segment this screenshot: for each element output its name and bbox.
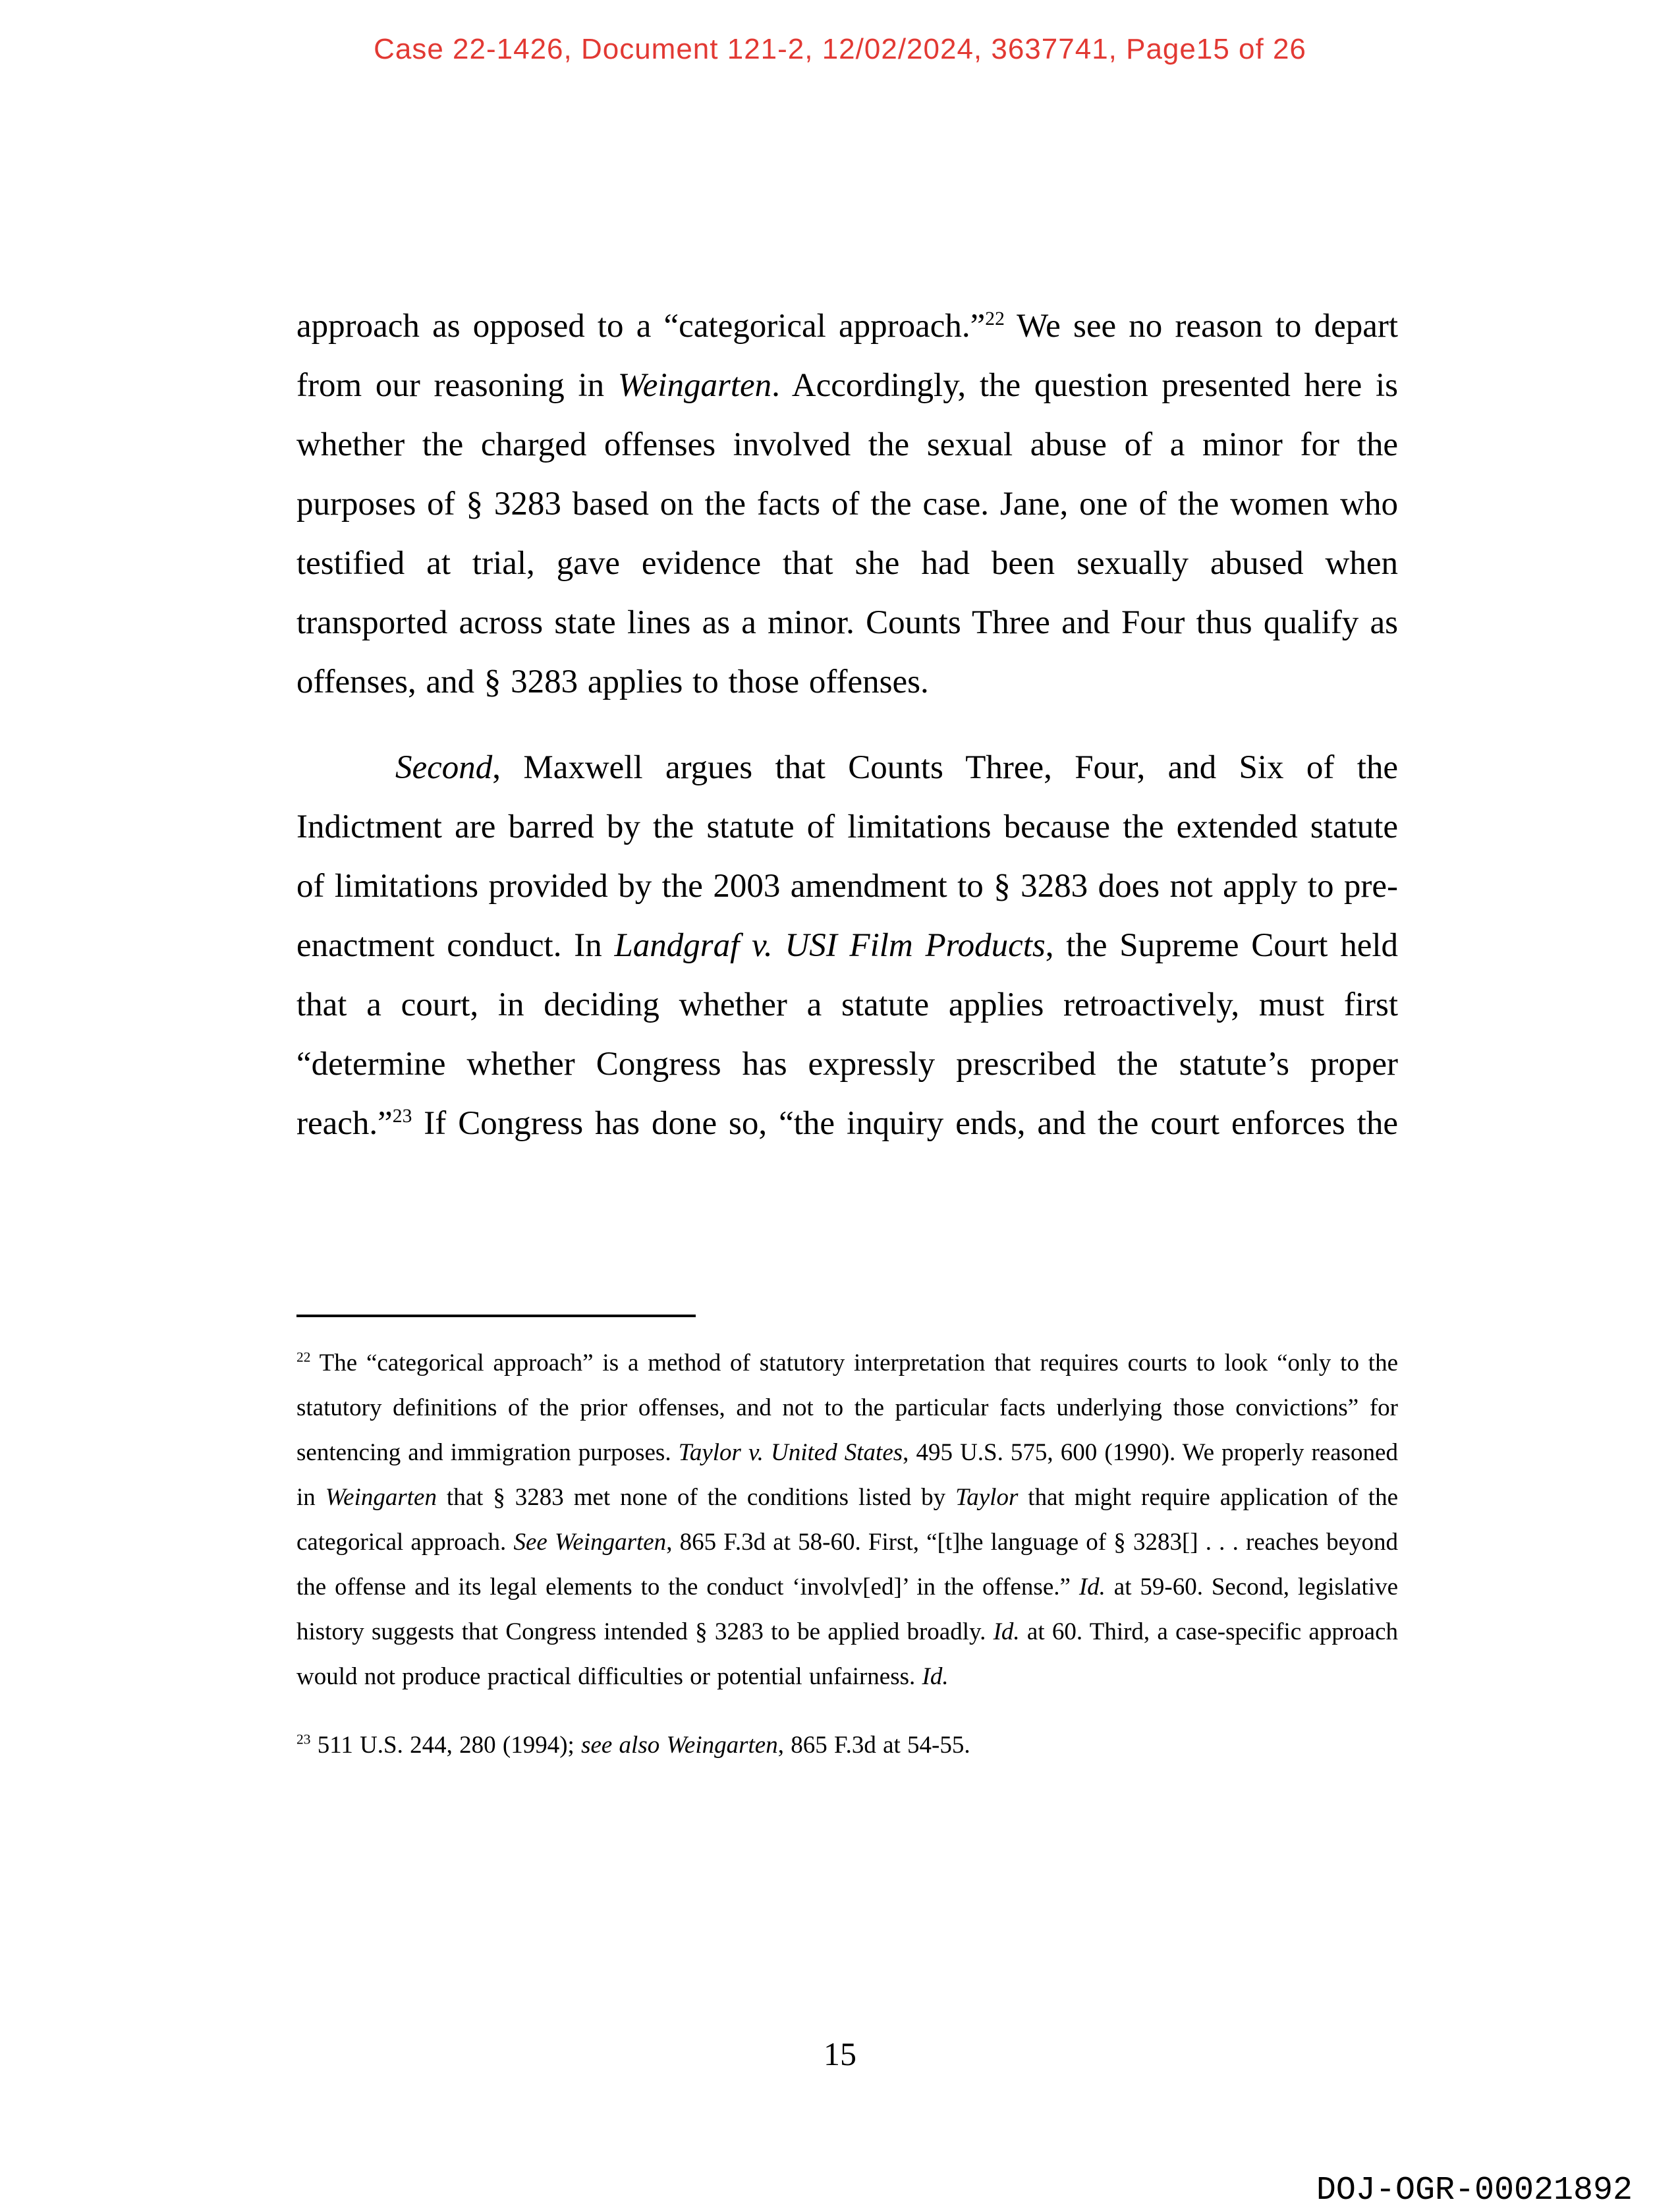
italic-text-run: Id.	[922, 1663, 949, 1690]
text-run: , 865 F.3d at 54-55.	[777, 1732, 970, 1759]
italic-text-run: Id.	[1078, 1574, 1106, 1601]
italic-text-run: see also Weingarten	[581, 1732, 778, 1759]
footnote-23	[296, 1723, 1398, 1768]
italic-text-run: Taylor	[955, 1484, 1019, 1511]
body-paragraph-1	[296, 297, 1398, 712]
footnote-separator-rule	[296, 1315, 696, 1317]
page-number: 15	[824, 2035, 856, 2072]
body-paragraph-2	[296, 738, 1398, 1153]
footnote-23-marker: 23	[296, 1731, 311, 1747]
italic-text-run: Id.	[993, 1618, 1020, 1645]
text-run: , Maxwell argues that Counts Three, Four, and Six of the Indictment are barred by the statute of limitations because the extended statute of limitations provided by the 2003 amendment to § 3283 does not apply to pre-enactment conduct. In	[296, 749, 1398, 964]
footnote-reference: 22	[985, 308, 1005, 329]
text-run: approach as opposed to a “categorical approach.”	[296, 308, 986, 345]
text-run: If Congress has done so, “the inquiry ends, and the court enforces the	[412, 1105, 1398, 1142]
footnote-22-marker: 22	[296, 1349, 311, 1365]
text-run: 511 U.S. 244, 280 (1994);	[310, 1732, 582, 1759]
footnotes-section	[296, 1341, 1398, 1768]
text-run: at 60. Third, a case-specific approach would not produce practical difficulties or potential unfairness.	[296, 1618, 1398, 1690]
italic-text-run: Landgraf v. USI Film Products	[614, 927, 1046, 964]
text-run: , the Supreme Court held that a court, in deciding whether a statute applies retroactively, must first “determine whether Congress has expressly prescribed the statute’s proper reach.”	[296, 927, 1398, 1142]
body-text	[296, 297, 1398, 1153]
italic-text-run: Weingarten	[617, 367, 772, 404]
footnote-22-text	[296, 1349, 1398, 1690]
text-run: . Accordingly, the question presented here is whether the charged offenses involved the sexual abuse of a minor for the purposes of § 3283 based on the facts of the case. Jane, one of the women who testified at trial, gave evidence that she had been sexually abused when transported across state lines as a minor. Counts Three and Four thus qualify as offenses, and § 3283 applies to those offenses.	[296, 367, 1399, 700]
text-run: , 495 U.S. 575, 600 (1990). We properly reasoned in	[296, 1439, 1398, 1511]
footnote-23-text	[310, 1732, 970, 1759]
text-run: , 865 F.3d at 58-60. First, “[t]he language of § 3283[] . . . reaches beyond the offense and its legal elements to the conduct ‘involv[ed]’ in the offense.”	[296, 1529, 1398, 1601]
text-run: The “categorical approach” is a method of statutory interpretation that requires courts to look “only to the statutory definitions of the prior offenses, and not to the particular facts underlying those convictions” for sentencing and immigration purposes.	[296, 1349, 1398, 1466]
text-run: at 59-60. Second, legislative history suggests that Congress intended § 3283 to be applied broadly.	[296, 1574, 1398, 1645]
italic-text-run: See Weingarten	[513, 1529, 667, 1556]
footnote-reference: 23	[392, 1106, 412, 1127]
text-run: We see no reason to depart from our reasoning in	[296, 308, 1398, 404]
italic-text-run: Taylor v. United States	[678, 1439, 903, 1466]
italic-text-run: Second	[395, 749, 493, 786]
text-run: that § 3283 met none of the conditions listed by	[436, 1484, 956, 1511]
text-run: that might require application of the categorical approach.	[296, 1484, 1399, 1556]
footnote-22	[296, 1341, 1398, 1699]
italic-text-run: Weingarten	[325, 1484, 437, 1511]
case-stamp-header: Case 22-1426, Document 121-2, 12/02/2024, 3637741, Page15 of 26	[374, 33, 1306, 65]
bates-number: DOJ-OGR-00021892	[1316, 2172, 1633, 2209]
